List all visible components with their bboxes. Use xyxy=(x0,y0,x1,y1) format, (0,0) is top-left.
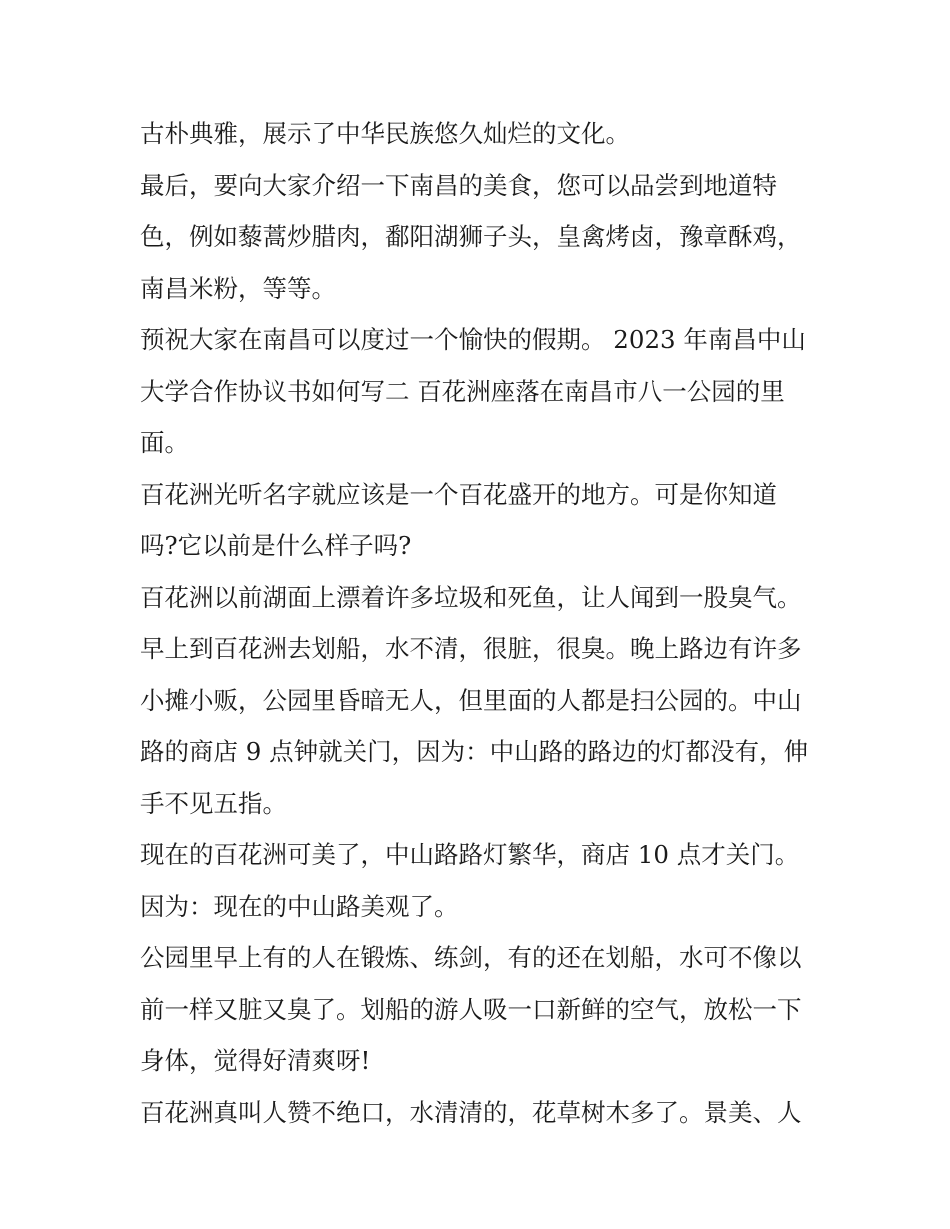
text-line: 南昌米粉，等等。 xyxy=(140,273,336,303)
text-line: 百花洲以前湖面上漂着许多垃圾和死鱼，让人闻到一股臭气。 xyxy=(140,582,802,612)
text-line: 百花洲光听名字就应该是一个百花盛开的地方。可是你知道 xyxy=(140,479,777,509)
text-line: 百花洲真叫人赞不绝口，水清清的，花草树木多了。景美、人 xyxy=(140,1097,802,1127)
text-line: 最后，要向大家介绍一下南昌的美食，您可以品尝到地道特 xyxy=(140,170,777,200)
text-line: 色，例如藜蒿炒腊肉，鄱阳湖狮子头，皇禽烤卤，豫章酥鸡， xyxy=(140,222,802,251)
text-line: 现在的百花洲可美了，中山路路灯繁华，商店 10 点才关门。 xyxy=(140,840,800,869)
text-line: 预祝大家在南昌可以度过一个愉快的假期。 2023 年南昌中山 xyxy=(140,325,806,354)
text-line: 面。 xyxy=(140,428,189,457)
text-line: 古朴典雅，展示了中华民族悠久灿烂的文化。 xyxy=(140,119,630,148)
text-line: 因为：现在的中山路美观了。 xyxy=(140,891,459,921)
text-line: 大学合作协议书如何写二 百花洲座落在南昌市八一公园的里 xyxy=(140,376,785,406)
text-line: 前一样又脏又臭了。划船的游人吸一口新鲜的空气，放松一下 xyxy=(140,994,802,1024)
text-line: 小摊小贩，公园里昏暗无人，但里面的人都是扫公园的。中山 xyxy=(140,685,802,715)
text-line: 吗?它以前是什么样子吗? xyxy=(140,531,412,560)
text-line: 路的商店 9 点钟就关门，因为：中山路的路边的灯都没有，伸 xyxy=(140,737,809,766)
text-line: 早上到百花洲去划船，水不清，很脏，很臭。晚上路边有许多 xyxy=(140,634,802,663)
text-line: 身体，觉得好清爽呀! xyxy=(140,1046,371,1075)
text-line: 公园里早上有的人在锻炼、练剑，有的还在划船，水可不像以 xyxy=(140,943,802,972)
document-body xyxy=(140,108,815,1138)
text-line: 手不见五指。 xyxy=(140,788,287,818)
